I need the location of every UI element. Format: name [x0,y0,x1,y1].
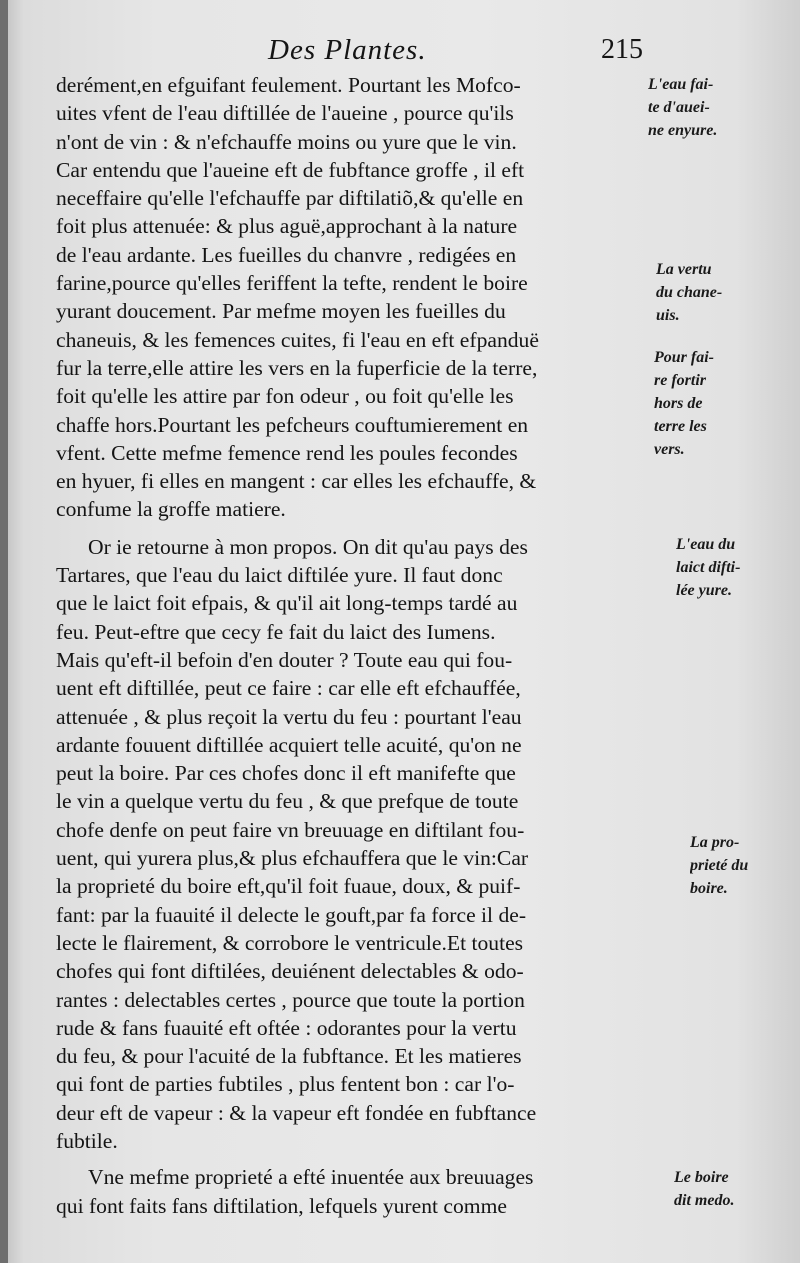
paragraph-start-line: Or ie retourne à mon propos. On dit qu'au pays des [88,534,528,559]
marginal-note [654,346,800,461]
page-header [0,30,800,70]
text-line: Car entendu que l'aueine eft de fubftance groffe , il eft [56,157,525,182]
marginal-note [656,258,800,327]
note-line: La vertu [656,261,712,278]
marginal-note [690,831,800,900]
note-line: Pour fai- [654,349,714,366]
text-line: qui font de parties fubtiles , plus fentent bon : car l'o- [56,1072,515,1097]
text-line: uites vfent de l'eau diftillée de l'aueine , pource qu'ils [56,101,514,126]
marginal-note [648,73,796,142]
text-line: le vin a quelque vertu du feu , & que prefque de toute [56,789,519,814]
running-title: Des Plantes. [268,34,427,66]
text-line: ardante fouuent diftillée acquiert telle acuité, qu'on ne [56,732,522,757]
text-line: deur eft de vapeur : & la vapeur eft fondée en fubftance [56,1100,537,1125]
note-line: dit medo. [674,1192,735,1209]
note-line: L'eau du [676,536,736,553]
note-line: uis. [656,307,680,324]
text-line: du feu, & pour l'acuité de la fubftance. Et les matieres [56,1044,522,1069]
note-line: hors de [654,395,703,412]
text-line: que le laict foit efpais, & qu'il ait long-temps tardé au [56,591,518,616]
note-line: Le boire [674,1169,729,1186]
text-line: la proprieté du boire eft,qu'il foit fuaue, doux, & puif- [56,874,521,899]
note-line: laict difti- [676,559,741,576]
text-line: feu. Peut-eftre que cecy fe fait du laict des Iumens. [56,619,496,644]
text-line: rude & fans fuauité eft oftée : odorantes pour la vertu [56,1015,517,1040]
note-line: du chane- [656,284,723,301]
text-line: foit plus attenuée: & plus aguë,approchant à la nature [56,214,518,239]
text-line: fant: par la fuauité il delecte le gouft,par fa force il de- [56,902,527,927]
text-line: uent, qui yurera plus,& plus efchauffera que le vin:Car [56,846,529,871]
page-number: 215 [601,34,643,65]
marginal-note [674,1166,800,1212]
text-line: lecte le flairement, & corrobore le ventricule.Et toutes [56,930,524,955]
note-line: boire. [690,880,728,897]
text-line: uent eft diftillée, peut ce faire : car elle eft efchauffée, [56,676,521,701]
text-line: neceffaire qu'elle l'efchauffe par diftilatiõ,& qu'elle en [56,186,524,211]
text-line: chaffe hors.Pourtant les pefcheurs couftumierement en [56,412,529,437]
text-line: farine,pource qu'elles feriffent la tefte, rendent le boire [56,271,528,296]
text-line: confume la groffe matiere. [56,497,286,522]
text-line: n'ont de vin : & n'efchauffe moins ou yure que le vin. [56,129,517,154]
body-text [56,71,656,1220]
text-line: chaneuis, & les femences cuites, fi l'eau en eft efpanduë [56,327,539,352]
text-line: Mais qu'eft-il befoin d'en douter ? Toute eau qui fou- [56,647,513,672]
text-line: fubtile. [56,1128,118,1153]
note-line: prieté du [690,857,749,874]
note-line: lée yure. [676,582,732,599]
text-line: rantes : delectables certes , pource que toute la portion [56,987,525,1012]
page-edge-shadow [0,0,8,1263]
text-line: fur la terre,elle attire les vers en la fuperficie de la terre, [56,355,538,380]
text-line: en hyuer, fi elles en mangent : car elles les efchauffe, & [56,469,537,494]
paragraph-start-line: Vne mefme proprieté a efté inuentée aux breuuages [88,1165,534,1190]
text-line: qui font faits fans diftilation, lefquels yurent comme [56,1193,507,1218]
note-line: te d'auei- [648,99,710,116]
note-line: La pro- [690,834,740,851]
text-line: derément,en efguifant feulement. Pourtant les Mofco- [56,73,521,97]
note-line: vers. [654,441,685,458]
note-line: re fortir [654,372,706,389]
text-line: chofes qui font diftilées, deuiénent delectables & odo- [56,959,524,984]
text-line: vfent. Cette mefme femence rend les poules fecondes [56,440,518,465]
note-line: L'eau fai- [648,76,714,93]
text-line: Tartares, que l'eau du laict diftilée yure. Il faut donc [56,563,503,588]
text-line: yurant doucement. Par mefme moyen les fueilles du [56,299,506,324]
text-line: peut la boire. Par ces chofes donc il eft manifefte que [56,761,516,786]
text-line: chofe denfe on peut faire vn breuuage en diftilant fou- [56,817,525,842]
text-line: attenuée , & plus reçoit la vertu du feu : pourtant l'eau [56,704,522,729]
text-line: de l'eau ardante. Les fueilles du chanvre , redigées en [56,242,517,267]
marginal-note [676,533,800,602]
note-line: terre les [654,418,707,435]
note-line: ne enyure. [648,122,718,139]
text-line: foit qu'elle les attire par fon odeur , ou foit qu'elle les [56,384,514,409]
